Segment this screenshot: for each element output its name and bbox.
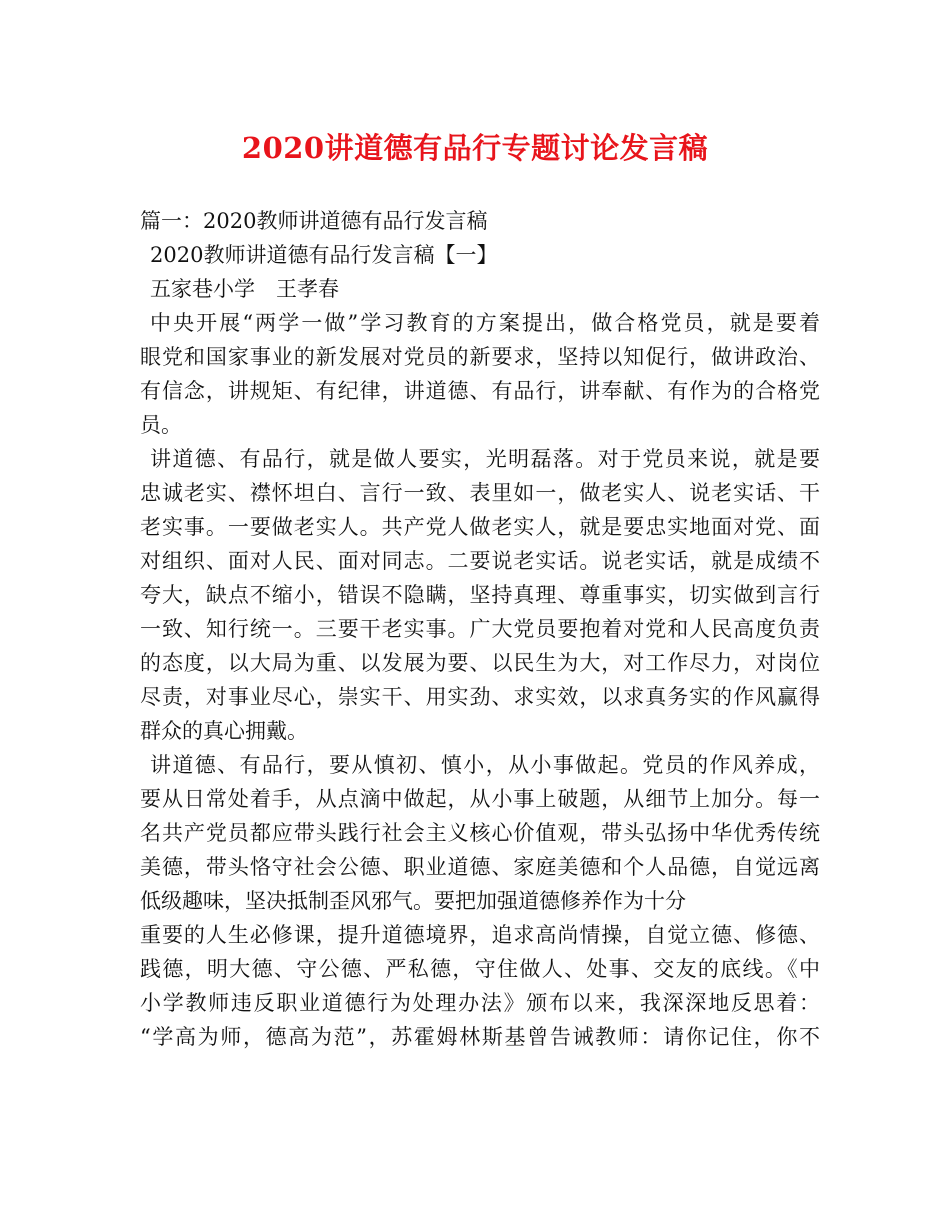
text-line: 夸大，缺点不缩小，错误不隐瞒，坚持真理、尊重事实，切实做到言行 bbox=[140, 583, 820, 607]
text-line: 讲道德、有品行，要从慎初、慎小，从小事做起。党员的作风养成， bbox=[150, 753, 820, 777]
text-line: 忠诚老实、襟怀坦白、言行一致、表里如一，做老实人、说老实话、干 bbox=[140, 481, 820, 505]
document-title: 2020讲道德有品行专题讨论发言稿 bbox=[241, 131, 709, 165]
document-body bbox=[140, 204, 820, 1054]
text-line: 篇一：2020教师讲道德有品行发言稿 bbox=[140, 209, 488, 233]
text-line: 对组织、面对人民、面对同志。二要说老实话。说老实话，就是成绩不 bbox=[140, 549, 820, 573]
text-line: 员。 bbox=[140, 413, 182, 437]
text-line: 低级趣味，坚决抵制歪风邪气。要把加强道德修养作为十分 bbox=[140, 889, 686, 913]
text-line: 一致、知行统一。三要干老实事。广大党员要抱着对党和人民高度负责 bbox=[140, 617, 820, 641]
text-line: 名共产党员都应带头践行社会主义核心价值观，带头弘扬中华优秀传统 bbox=[140, 821, 820, 845]
text-line: 美德，带头恪守社会公德、职业道德、家庭美德和个人品德，自觉远离 bbox=[140, 855, 820, 879]
text-line: 五家巷小学 王孝春 bbox=[150, 277, 339, 301]
text-line: 重要的人生必修课，提升道德境界，追求高尚情操，自觉立德、修德、 bbox=[140, 923, 820, 947]
text-line: 2020教师讲道德有品行发言稿【一】 bbox=[150, 243, 498, 267]
text-line: 践德，明大德、守公德、严私德，守住做人、处事、交友的底线。《中 bbox=[140, 957, 820, 981]
text-line: 眼党和国家事业的新发展对党员的新要求，坚持以知促行，做讲政治、 bbox=[140, 345, 820, 369]
text-line: 讲道德、有品行，就是做人要实，光明磊落。对于党员来说，就是要 bbox=[150, 447, 820, 471]
text-line: 小学教师违反职业道德行为处理办法》颁布以来，我深深地反思着： bbox=[140, 991, 820, 1015]
text-line: 老实事。一要做老实人。共产党人做老实人，就是要忠实地面对党、面 bbox=[140, 515, 820, 539]
text-line: 的态度，以大局为重、以发展为要、以民生为大，对工作尽力，对岗位 bbox=[140, 651, 820, 675]
text-line: 有信念，讲规矩、有纪律，讲道德、有品行，讲奉献、有作为的合格党 bbox=[140, 379, 820, 403]
text-line: “学高为师，德高为范”，苏霍姆林斯基曾告诫教师：请你记住，你不 bbox=[140, 1025, 820, 1049]
text-line: 要从日常处着手，从点滴中做起，从小事上破题，从细节上加分。每一 bbox=[140, 787, 820, 811]
text-line: 群众的真心拥戴。 bbox=[140, 719, 308, 743]
text-line: 尽责，对事业尽心，崇实干、用实劲、求实效，以求真务实的作风赢得 bbox=[140, 685, 820, 709]
text-line: 中央开展“两学一做”学习教育的方案提出，做合格党员，就是要着 bbox=[150, 311, 820, 335]
